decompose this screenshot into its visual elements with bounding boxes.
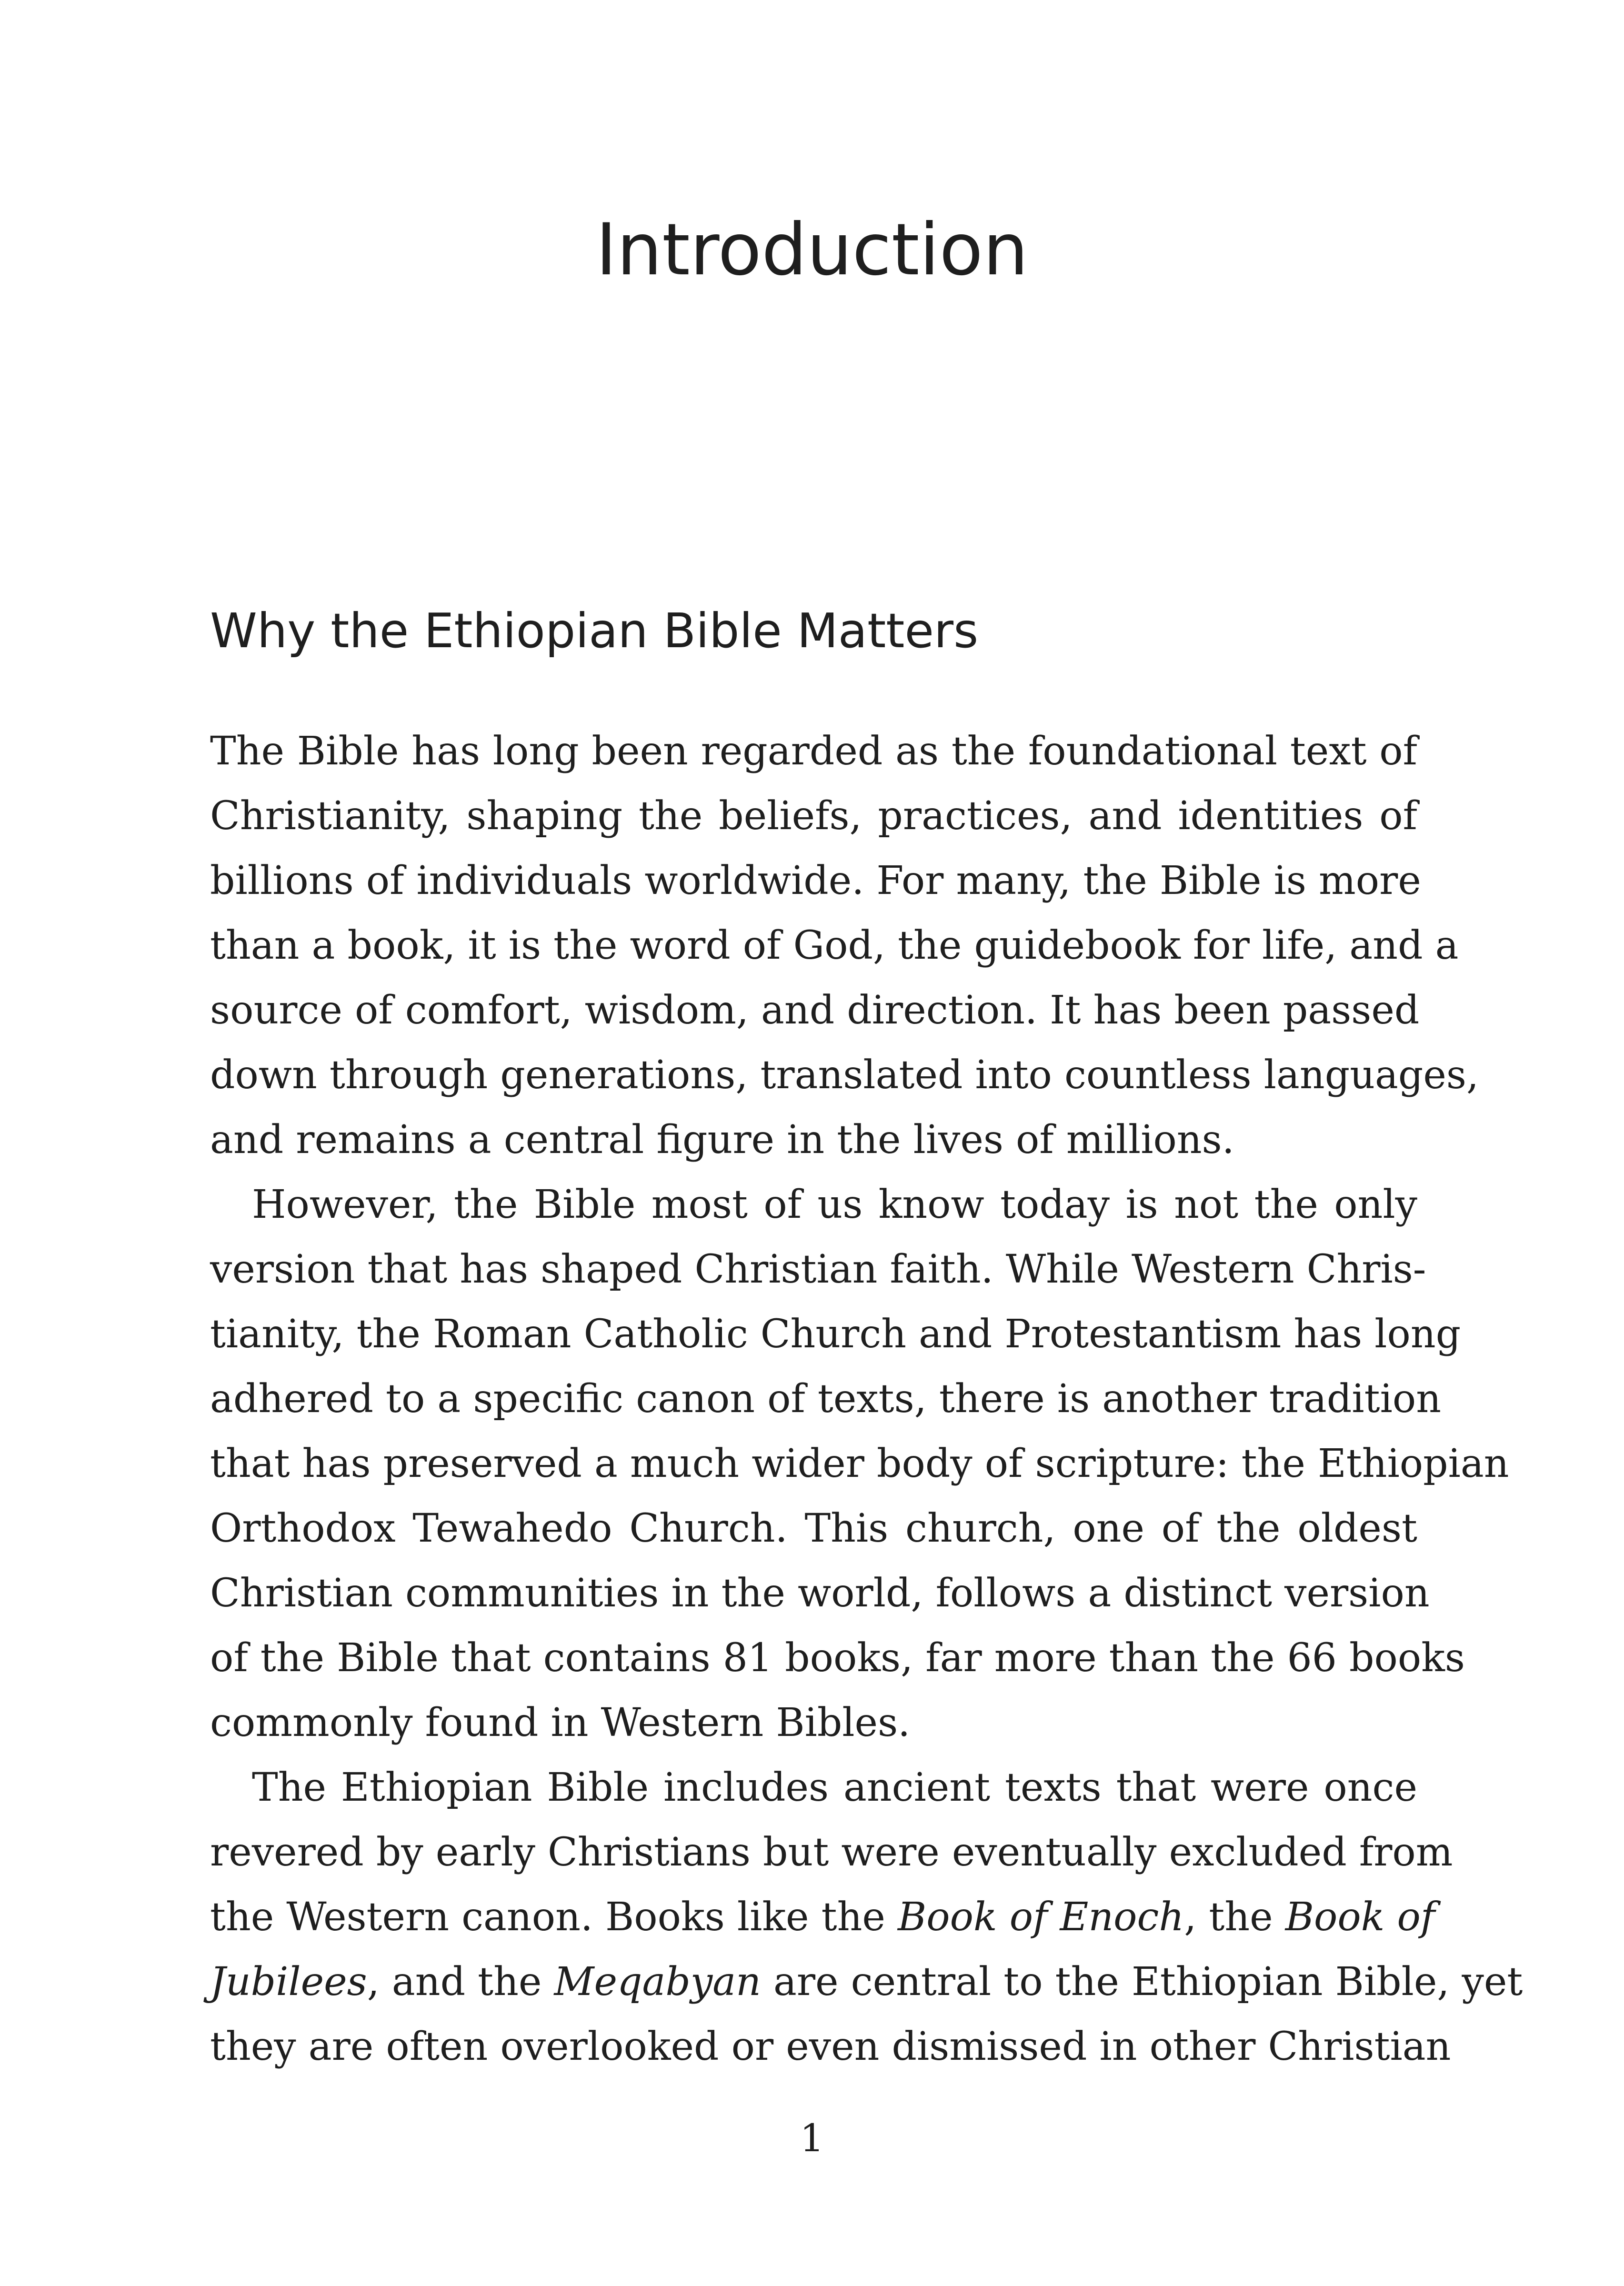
- text-line: However, the Bible most of us know today is not the only: [252, 1182, 1417, 1227]
- text-line: down through generations, translated into countless languages,: [210, 1053, 1479, 1098]
- text-line: of the Bible that contains 81 books, far more than the 66 books: [210, 1635, 1465, 1681]
- text-line: than a book, it is the word of God, the guidebook for life, and a: [210, 923, 1459, 968]
- text-line: [210, 1950, 1523, 2015]
- text-run: the Western canon. Books like the: [210, 1895, 898, 1940]
- chapter-title: Introduction: [595, 209, 1029, 291]
- text-line: billions of individuals worldwide. For many, the Bible is more: [210, 858, 1421, 903]
- book-title-enoch: Book of Enoch: [897, 1895, 1184, 1940]
- paragraph-2: [210, 1173, 1509, 1755]
- book-title-meqabyan: Meqabyan: [554, 1959, 761, 2005]
- text-line: they are often overlooked or even dismissed in other Christian: [210, 2024, 1451, 2069]
- text-line: revered by early Christians but were eventually excluded from: [210, 1830, 1453, 1875]
- text-run: are central to the Ethiopian Bible, yet: [761, 1959, 1523, 2005]
- page-number: 1: [800, 2116, 824, 2160]
- text-line: [210, 1885, 1435, 1950]
- text-line: adhered to a specific canon of texts, there is another tradition: [210, 1376, 1442, 1422]
- section-heading: Why the Ethiopian Bible Matters: [210, 603, 979, 659]
- book-title-jubilees-end: Jubilees: [210, 1959, 367, 2005]
- text-line: Christianity, shaping the beliefs, practices, and identities of: [210, 793, 1417, 839]
- text-line: and remains a central figure in the lives of millions.: [210, 1117, 1234, 1163]
- text-run: , and the: [367, 1959, 554, 2005]
- text-line: tianity, the Roman Catholic Church and Protestantism has long: [210, 1312, 1461, 1357]
- text-line: Orthodox Tewahedo Church. This church, one of the oldest: [210, 1506, 1417, 1551]
- text-line: The Ethiopian Bible includes ancient texts that were once: [252, 1765, 1417, 1810]
- text-line: The Bible has long been regarded as the foundational text of: [210, 729, 1417, 774]
- book-title-jubilees-start: Book of: [1285, 1895, 1435, 1940]
- paragraph-3: [210, 1755, 1523, 2079]
- text-line: source of comfort, wisdom, and direction. It has been passed: [210, 988, 1420, 1033]
- text-line: that has preserved a much wider body of scripture: the Ethiopian: [210, 1441, 1509, 1486]
- text-line: Christian communities in the world, follows a distinct version: [210, 1571, 1430, 1616]
- paragraph-1: [210, 719, 1479, 1173]
- text-line: version that has shaped Christian faith. While Western Chris-: [210, 1247, 1426, 1292]
- body-text: [210, 719, 1523, 2079]
- text-line: commonly found in Western Bibles.: [210, 1700, 911, 1745]
- text-run: , the: [1184, 1895, 1285, 1940]
